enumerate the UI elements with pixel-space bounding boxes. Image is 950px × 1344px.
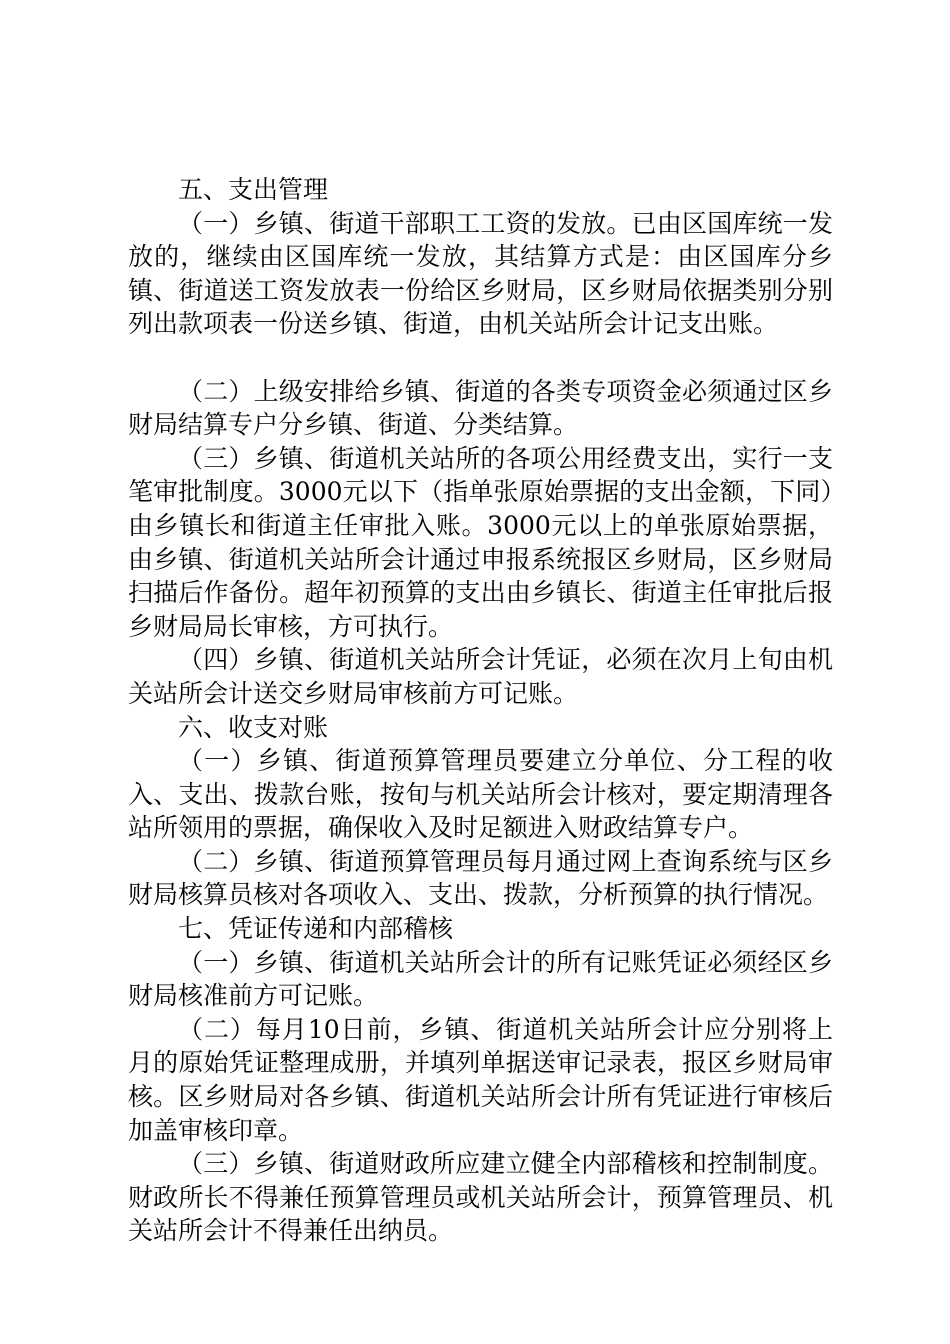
- paragraph-wage-payment: （一）乡镇、街道干部职工工资的发放。已由区国库统一发放的，继续由区国库统一发放，其结算方式是：由区国库分乡镇、街道送工资发放表一份给区乡财局，区乡财局依据类别分别列出款项表一份送乡镇、街道，由机关站所会计记支出账。: [128, 208, 833, 339]
- document-body: [128, 173, 833, 1248]
- section-heading-expenditure: 五、支出管理: [178, 175, 329, 204]
- paragraph-approval-system: （三）乡镇、街道机关站所的各项公用经费支出，实行一支笔审批制度。3000元以下（指单张原始票据的支出金额，下同）由乡镇长和街道主任审批入账。3000元以上的单张原始票据，由乡镇、街道机关站所会计通过申报系统报区乡财局，区乡财局扫描后作备份。超年初预算的支出由乡镇长、街道主任审批后报乡财局局长审核，方可执行。: [128, 443, 833, 641]
- paragraph-special-funds: （二）上级安排给乡镇、街道的各类专项资金必须通过区乡财局结算专户分乡镇、街道、分类结算。: [128, 376, 833, 440]
- paragraph-internal-control: （三）乡镇、街道财政所应建立健全内部稽核和控制制度。财政所长不得兼任预算管理员或机关站所会计，预算管理员、机关站所会计不得兼任出纳员。: [128, 1149, 833, 1246]
- section-heading-reconciliation: 六、收支对账: [178, 712, 329, 742]
- paragraph-ledger: （一）乡镇、街道预算管理员要建立分单位、分工程的收入、支出、拨款台账，按旬与机关站所会计核对，要定期清理各站所领用的票据，确保收入及时足额进入财政结算专户。: [128, 746, 833, 843]
- paragraph-voucher-submission: （四）乡镇、街道机关站所会计凭证，必须在次月上旬由机关站所会计送交乡财局审核前方可记账。: [128, 645, 833, 708]
- section-heading-voucher-audit: 七、凭证传递和内部稽核: [178, 914, 454, 944]
- paragraph-online-check: （二）乡镇、街道预算管理员每月通过网上查询系统与区乡财局核算员核对各项收入、支出、拨款，分析预算的执行情况。: [128, 846, 833, 910]
- paragraph-voucher-approval: （一）乡镇、街道机关站所会计的所有记账凭证必须经区乡财局核准前方可记账。: [128, 947, 833, 1011]
- paragraph-monthly-vouchers: （二）每月10日前，乡镇、街道机关站所会计应分别将上月的原始凭证整理成册，并填列单据送审记录表，报区乡财局审核。区乡财局对各乡镇、街道机关站所会计所有凭证进行审核后加盖审核印章。: [128, 1014, 833, 1145]
